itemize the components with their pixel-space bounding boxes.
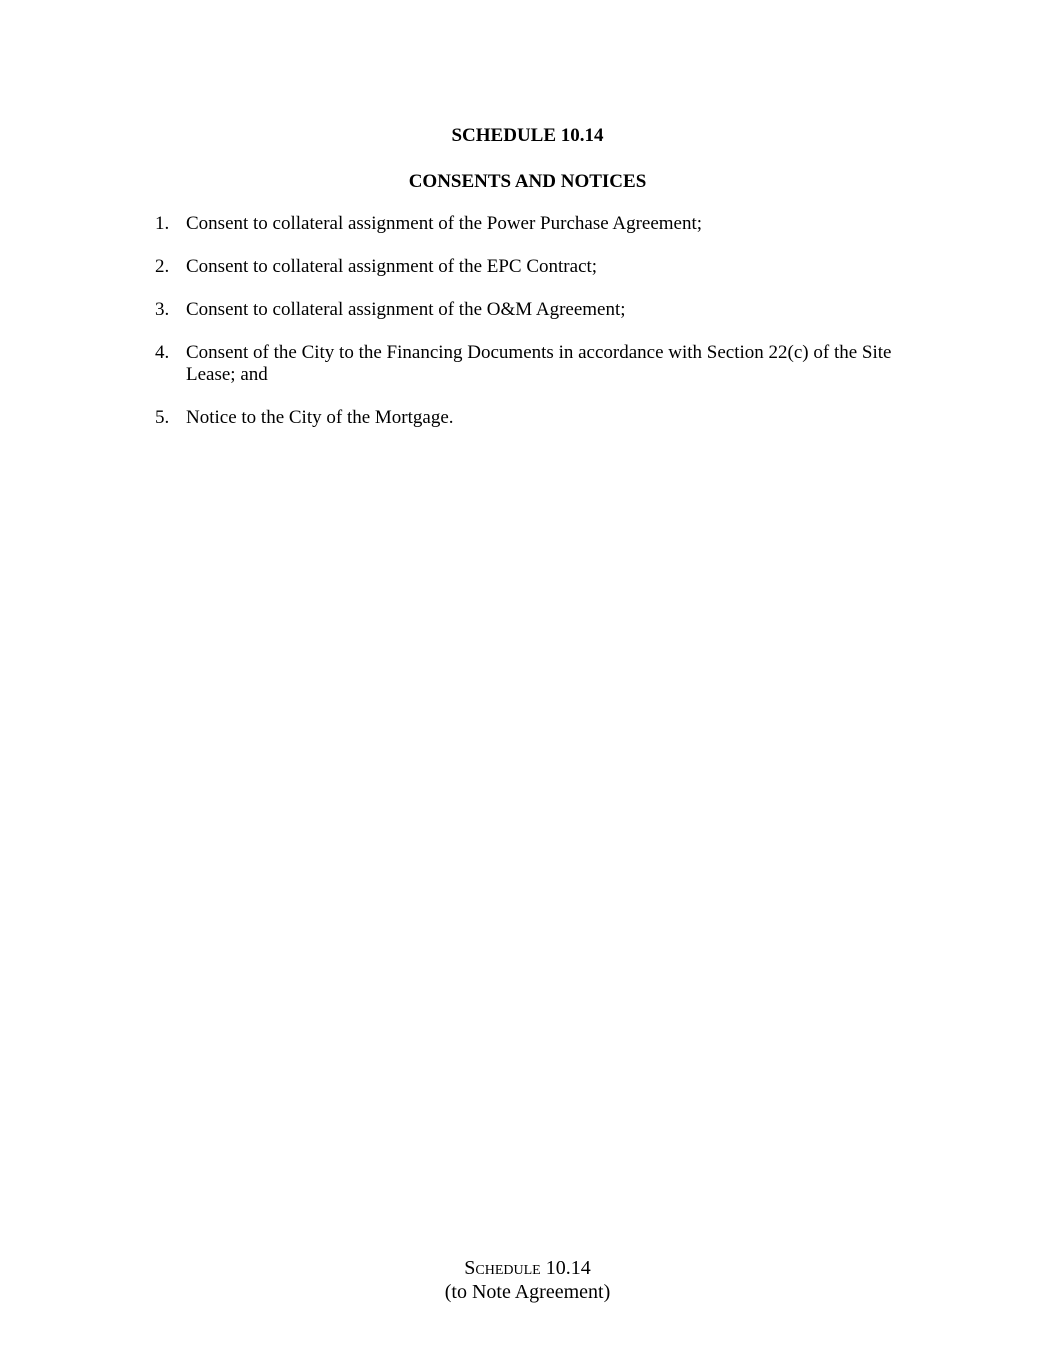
page-footer: [0, 1256, 1055, 1304]
list-item: [155, 342, 945, 386]
footer-agreement-label: (to Note Agreement): [444, 1281, 611, 1303]
list-item-text: Consent to collateral assignment of the Power Purchase Agreement;: [186, 213, 703, 234]
list-item-number: 5.: [155, 407, 170, 428]
list-item: [155, 407, 945, 429]
section-title: CONSENTS AND NOTICES: [408, 171, 647, 192]
list-item-number: 4.: [155, 342, 170, 363]
footer-schedule-label: Schedule 10.14: [464, 1257, 591, 1279]
list-item-number: 1.: [155, 213, 170, 234]
list-item: [155, 299, 945, 321]
list-item-text: Notice to the City of the Mortgage.: [186, 407, 454, 428]
list-item-text: Consent to collateral assignment of the EPC Contract;: [186, 256, 598, 277]
list-item-number: 2.: [155, 256, 170, 277]
consents-list: [155, 213, 945, 450]
list-item: [155, 256, 945, 278]
schedule-title: SCHEDULE 10.14: [451, 125, 604, 146]
list-item-number: 3.: [155, 299, 170, 320]
list-item-text: Consent to collateral assignment of the O&M Agreement;: [186, 299, 626, 320]
list-item-text: Consent of the City to the Financing Documents in accordance with Section 22(c) of the Site Lease; and: [186, 342, 892, 385]
list-item: [155, 213, 945, 235]
